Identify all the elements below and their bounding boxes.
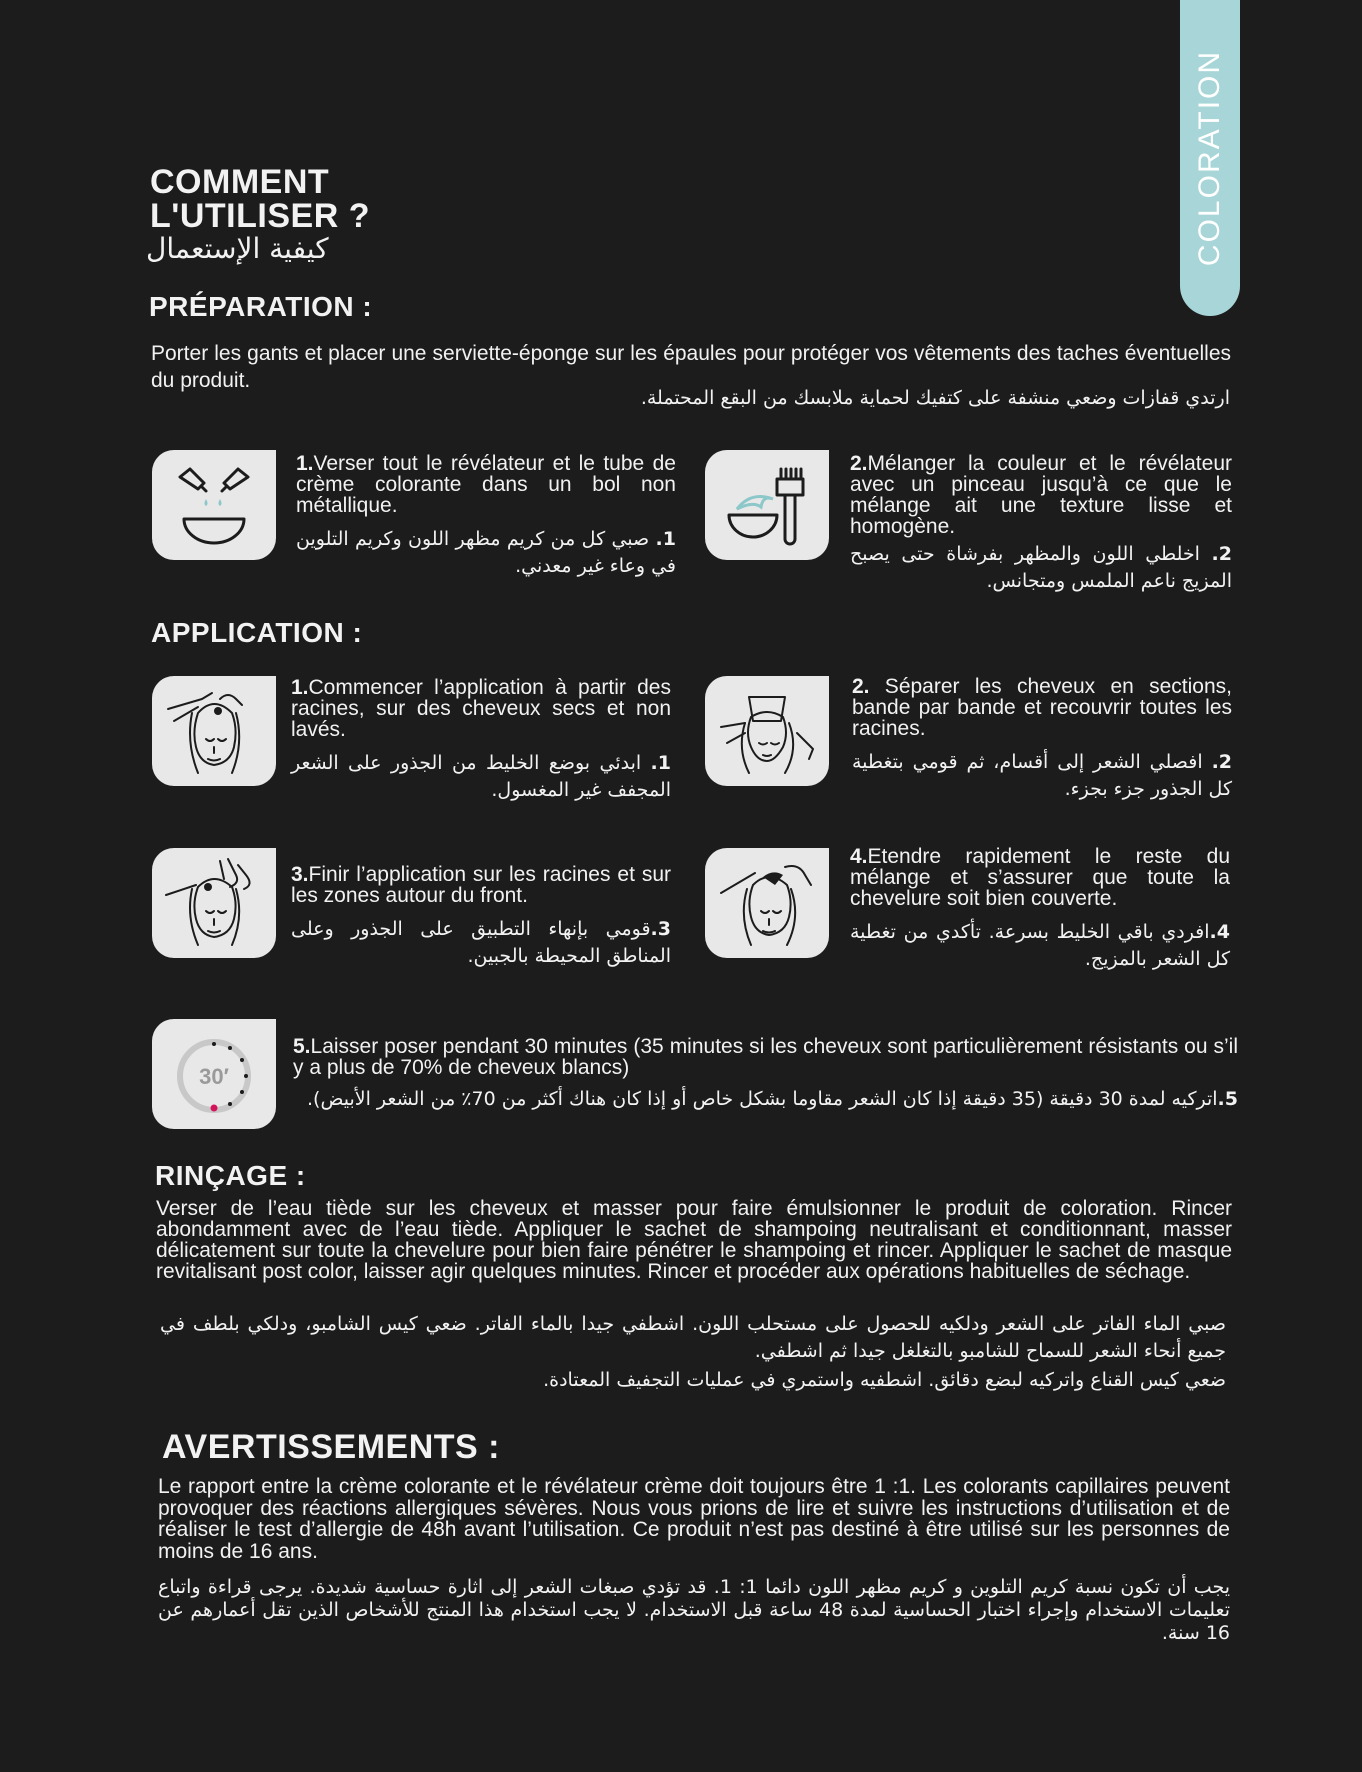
app-step-2 [852, 676, 1232, 803]
app-step-1-icon-box [152, 676, 276, 786]
app-step-4-number: 4. [850, 845, 868, 868]
rincage-heading: RINÇAGE : [155, 1160, 306, 1191]
app-step-1-ar-text: ابدئي بوضع الخليط من الجذور على الشعر المجفف غير المغسول. [291, 752, 671, 801]
rincage-text-ar-1: صبي الماء الفاتر على الشعر ودلكيه للحصول على مستحلب اللون. اشطفي جيدا بالماء الفاتر. ضعي كيس الشامبو، ودلكي بلطف في جميع أنحاء الشعر للسماح للشامبو بالتغلغل جيدا ثم اشطفي. [160, 1313, 1226, 1362]
preparation-text-ar: ارتدي قفازات وضعي منشفة على كتفيك لحماية ملابسك من البقع المحتملة. [640, 387, 1230, 409]
app-step-4-ar-text: افردي باقي الخليط بسرعة. تأكدي من تغطية كل الشعر بالمزيج. [850, 921, 1230, 970]
timer-icon [162, 1026, 266, 1122]
app-step-2-ar [852, 749, 1232, 803]
page-title [150, 165, 370, 233]
app-step-4-number-ar: 4. [1209, 921, 1230, 943]
app-step-3-ar [291, 916, 671, 970]
app-step-5 [293, 1036, 1238, 1113]
prep-step-2 [850, 453, 1232, 595]
app-step-5-fr [293, 1036, 1238, 1078]
app-step-3-icon-box [152, 848, 276, 958]
page-title-line-1: COMMENT [150, 163, 330, 201]
timer-label: 30′ [199, 1064, 229, 1089]
app-step-1-number-ar: 1. [650, 752, 671, 774]
brush-bowl-icon [715, 457, 819, 553]
prep-step-2-number: 2. [850, 452, 868, 475]
prep-step-1-fr-text: Verser tout le révélateur et le tube de crème colorante dans un bol non métallique. [296, 452, 676, 517]
prep-step-2-fr [850, 453, 1232, 537]
app-step-2-number: 2. [852, 675, 870, 698]
app-step-3 [291, 864, 671, 970]
app-step-4-ar [850, 919, 1230, 973]
prep-step-1 [296, 453, 676, 580]
avertissements-heading: AVERTISSEMENTS : [162, 1428, 500, 1466]
coloration-tab [1180, 0, 1240, 316]
coloration-tab-label: COLORATION [1193, 49, 1226, 267]
page-title-line-2: L'UTILISER ? [150, 197, 370, 235]
app-step-1-number: 1. [291, 676, 309, 699]
prep-step-2-icon-box [705, 450, 829, 560]
app-step-2-fr [852, 676, 1232, 739]
app-step-5-ar [293, 1086, 1238, 1113]
app-step-1 [291, 677, 671, 804]
prep-step-2-ar-text: اخلطي اللون والمظهر بفرشاة حتى يصبح المزيج ناعم الملمس ومتجانس. [850, 543, 1232, 592]
prep-step-1-number: 1. [296, 452, 314, 475]
app-step-1-ar [291, 750, 671, 804]
app-step-1-fr-text: Commencer l’application à partir des racines, sur des cheveux secs et non lavés. [291, 676, 671, 741]
avertissements-text-fr: Le rapport entre la crème colorante et le révélateur crème doit toujours être 1 :1. Les colorants capillaires peuvent provoquer des réactions allergiques sévères. Nous vous prions de lire et suivre les instructions d’utilisation et de réaliser le test d’allergie de 48h avant l’utilisation. Ce produit n’est pas destiné à être utilisé sur les personnes de moins de 16 ans. [158, 1475, 1230, 1563]
spread-icon [715, 855, 819, 951]
app-step-2-ar-text: افصلي الشعر إلى أقسام، ثم قومي بتغطية كل الجذور جزء بجزء. [852, 751, 1232, 800]
app-step-2-number-ar: 2. [1211, 751, 1233, 773]
sections-icon [715, 683, 819, 779]
rincage-text-fr: Verser de l’eau tiède sur les cheveux et masser pour faire émulsionner le produit de coloration. Rincer abondamment avec de l’eau tiède. Appliquer le sachet de shampoing neutralisant et conditionnant, masser délicatement sur toute la chevelure pour bien faire pénétrer le shampoing et rincer. Appliquer le sachet de masque revitalisant post color, laisser agir quelques minutes. Rincer et procéder aux opérations habituelles de séchage. [156, 1197, 1232, 1283]
app-step-3-ar-text: قومي بإنهاء التطبيق على الجذور وعلى المناطق المحيطة بالجبين. [291, 918, 671, 967]
prep-step-1-ar [296, 526, 676, 580]
app-step-2-icon-box [705, 676, 829, 786]
preparation-text-fr: Porter les gants et placer une serviette-éponge sur les épaules pour protéger vos vêtements des taches éventuelles du produit. [151, 342, 1231, 392]
prep-step-2-number-ar: 2. [1211, 543, 1232, 565]
app-step-3-fr-text: Finir l’application sur les racines et sur les zones autour du front. [291, 863, 671, 907]
app-step-4-icon-box [705, 848, 829, 958]
prep-step-1-number-ar: 1. [655, 528, 676, 550]
app-step-5-number-ar: 5. [1217, 1088, 1238, 1110]
app-step-5-icon-box [152, 1019, 276, 1129]
prep-step-1-icon-box [152, 450, 276, 560]
prep-step-1-fr [296, 453, 676, 516]
app-step-4 [850, 846, 1230, 973]
roots-application-icon [162, 683, 266, 779]
avertissements-text-ar: يجب أن تكون نسبة كريم التلوين و كريم مظهر اللون دائما 1: 1. قد تؤدي صبغات الشعر إلى اثارة حساسية شديدة. يرجى قراءة واتباع تعليمات الاستخدام وإجراء اختبار الحساسية لمدة 48 ساعة قبل الاستخدام. لا يجب استخدام هذا المنتج للأشخاص الذين تقل أعمارهم عن 16 سنة. [158, 1576, 1230, 1644]
app-step-5-ar-text: اتركيه لمدة 30 دقيقة (35 دقيقة إذا كان الشعر مقاوما بشكل خاص أو إذا كان هناك أكثر من 70٪ من الشعر الأبيض). [307, 1088, 1218, 1110]
app-step-3-number-ar: 3. [650, 918, 671, 940]
app-step-4-fr [850, 846, 1230, 909]
prep-step-1-ar-text: صبي كل من كريم مظهر اللون وكريم التلوين في وعاء غير معدني. [296, 528, 676, 577]
drops-bowl-icon [162, 457, 266, 553]
page-title-arabic: كيفية الإستعمال [146, 232, 329, 265]
rincage-text-ar-2: ضعي كيس القناع واتركيه لبضع دقائق. اشطفيه واستمري في عمليات التجفيف المعتادة. [543, 1369, 1226, 1391]
front-application-icon [162, 855, 266, 951]
prep-step-2-ar [850, 541, 1232, 595]
application-heading: APPLICATION : [151, 617, 363, 648]
app-step-3-number: 3. [291, 863, 309, 886]
app-step-5-number: 5. [293, 1035, 311, 1058]
app-step-3-fr [291, 864, 671, 906]
app-step-1-fr [291, 677, 671, 740]
app-step-4-fr-text: Etendre rapidement le reste du mélange et s’assurer que toute la chevelure soit bien couverte. [850, 845, 1230, 910]
app-step-2-fr-text: Séparer les cheveux en sections, bande par bande et recouvrir toutes les racines. [852, 675, 1232, 740]
preparation-heading: PRÉPARATION : [149, 291, 373, 322]
app-step-5-fr-text: Laisser poser pendant 30 minutes (35 minutes si les cheveux sont particulièrement résistants ou s’il y a plus de 70% de cheveux blancs) [293, 1035, 1238, 1079]
prep-step-2-fr-text: Mélanger la couleur et le révélateur avec un pinceau jusqu’à ce que le mélange ait une texture lisse et homogène. [850, 452, 1232, 538]
